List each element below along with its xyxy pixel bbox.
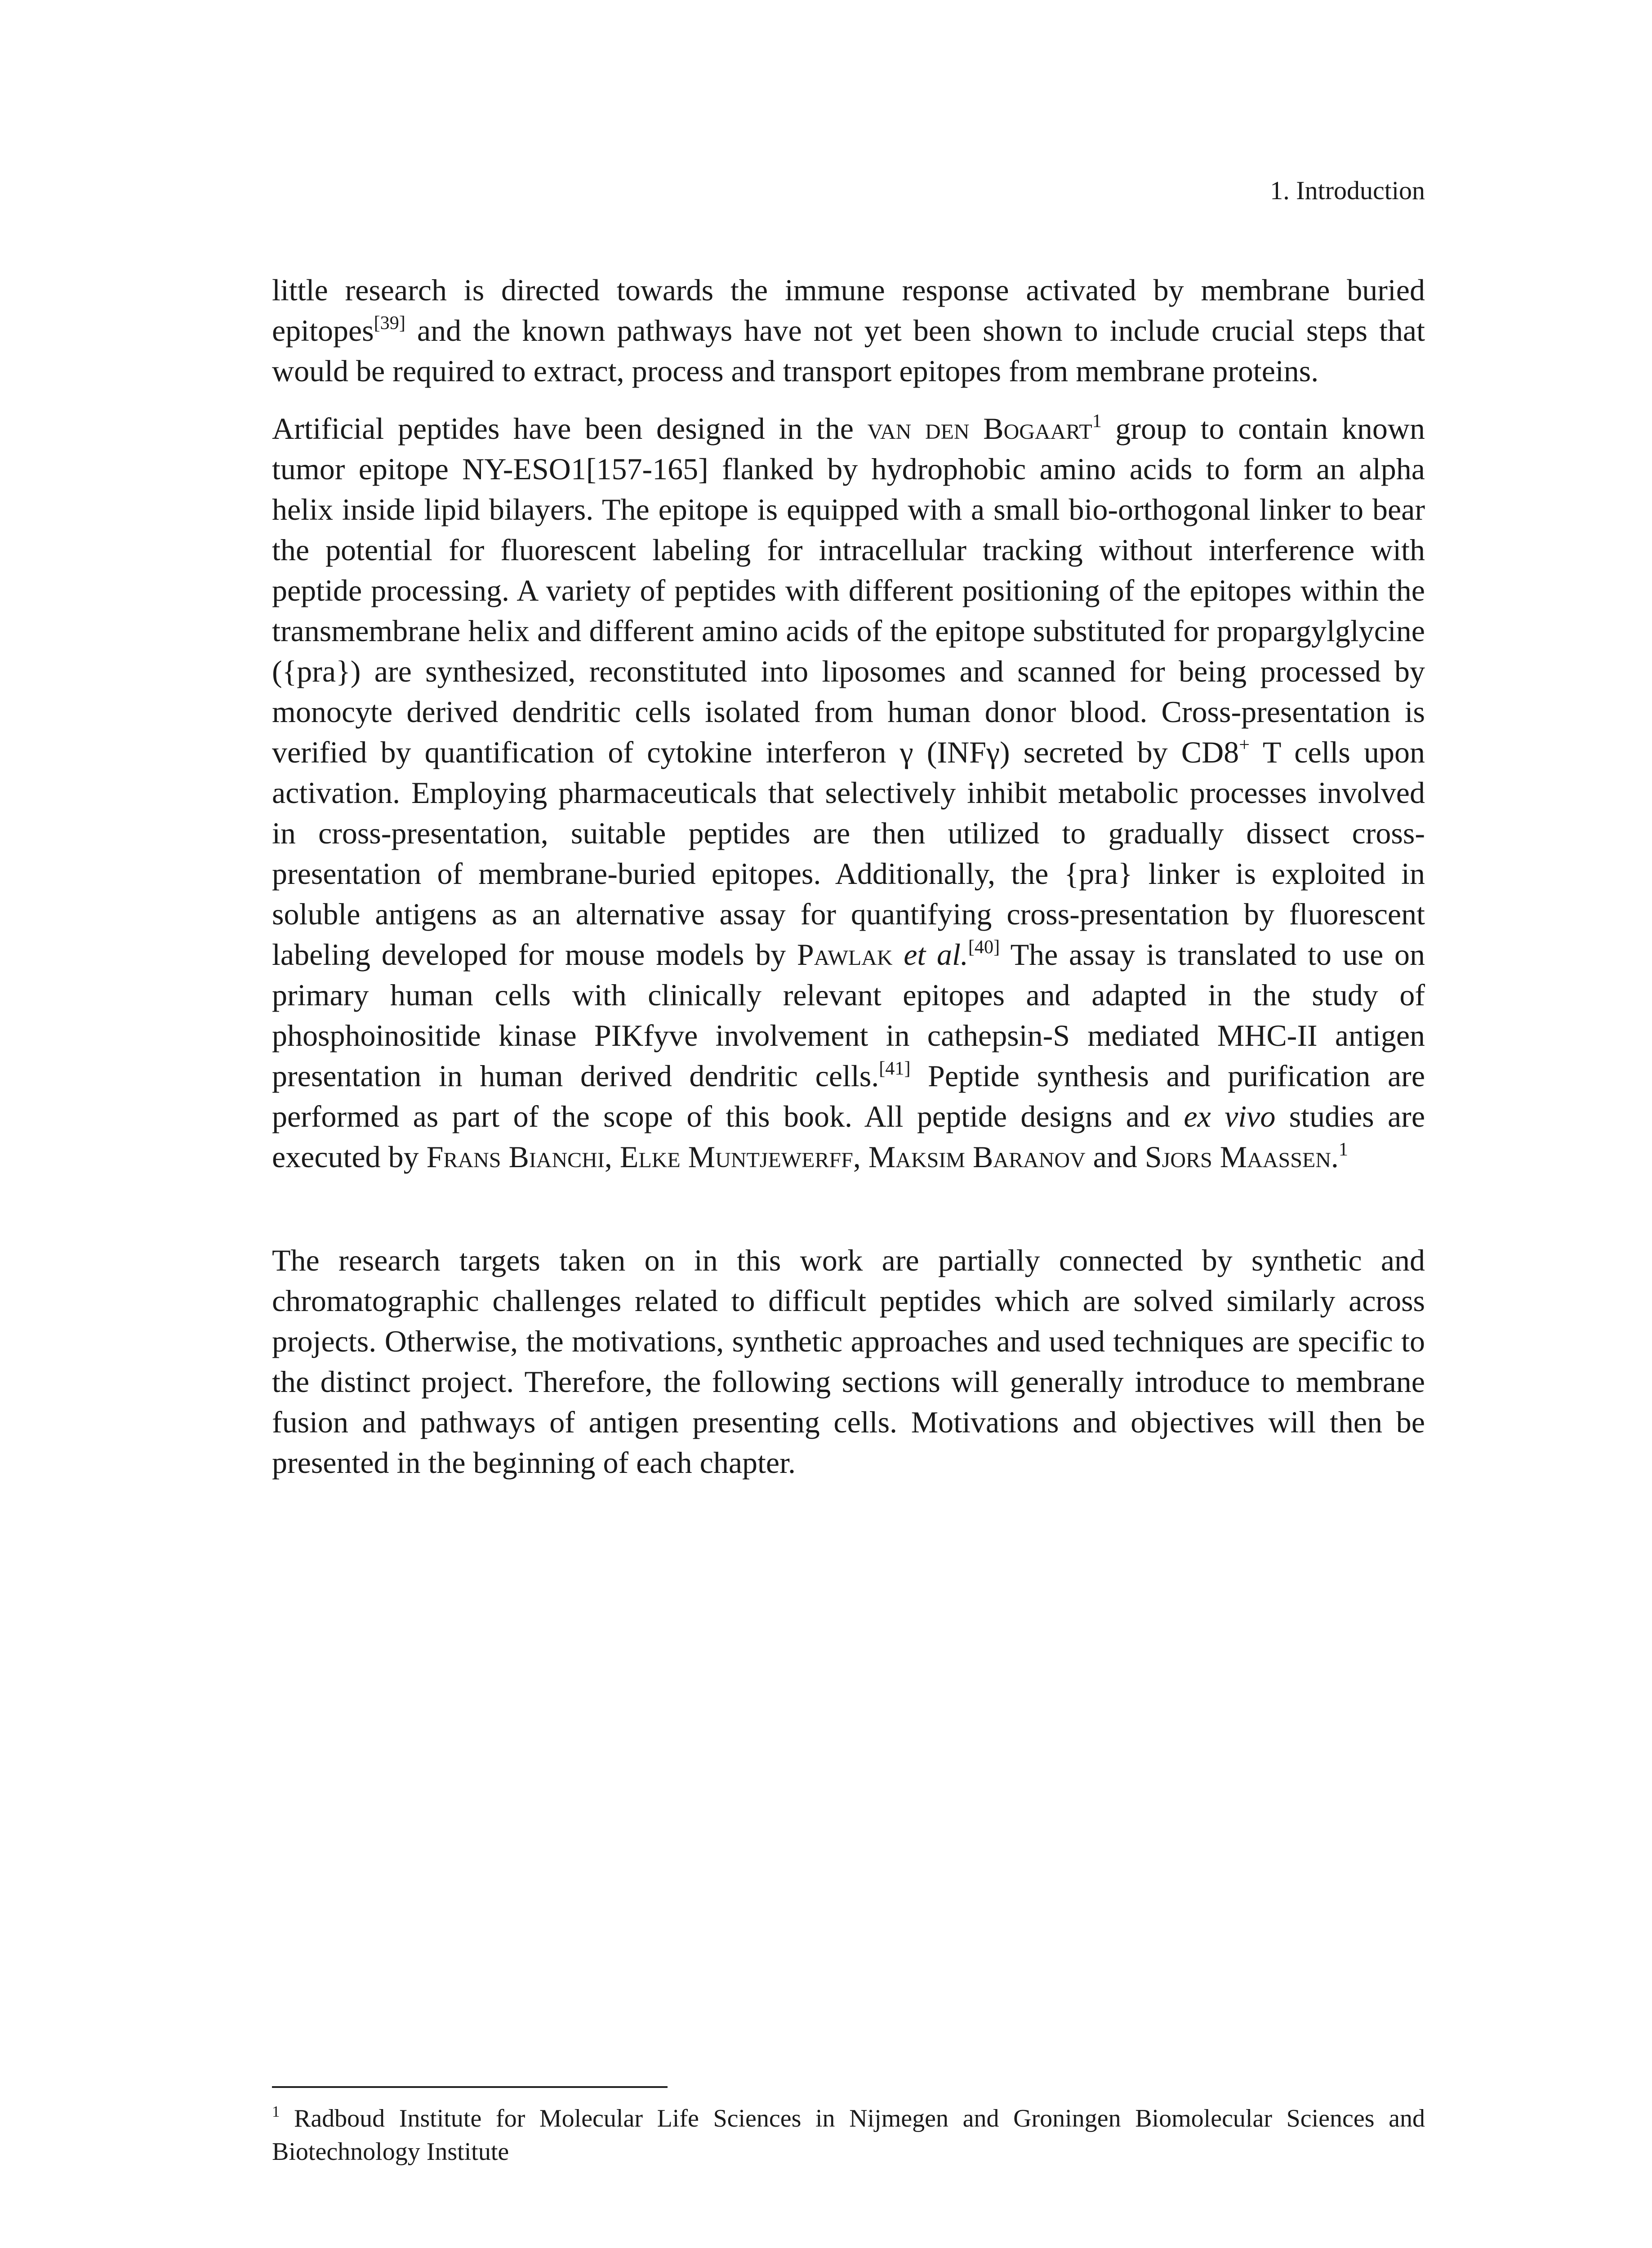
name-separator-1: ,	[604, 1140, 620, 1174]
footnote-marker-1b: 1	[1338, 1139, 1348, 1160]
cd8-superscript: +	[1239, 734, 1250, 756]
paragraph-3: The research targets taken on in this work are partially connected by synthetic and chromatographic challenges related to difficult peptides which are solved similarly across projects. Otherwise, the motivations, synthetic approaches and used techniques are specific to the distinct project. Therefore, the following sections will generally introduce to membrane fusion and pathways of antigen presenting cells. Motivations and objectives will then be presented in the beginning of each chapter.	[272, 1243, 1425, 1480]
person-name-1: Frans Bianchi	[426, 1140, 605, 1174]
footnote	[272, 2102, 1425, 2168]
paragraph-2-text-b: group to contain known tumor epitope NY-ESO1[157-165] flanked by hydrophobic amino acids to form an alpha helix inside lipid bilayers. The epitope is equipped with a small bio-orthogonal linker to bear the potential for fluorescent labeling for intracellular tracking without interference with peptide processing. A variety of peptides with different positioning of the epitopes within the transmembrane helix and different amino acids of the epitope substituted for propargylglycine ({pra}) are synthesized, reconstituted into liposomes and scanned for being processed by monocyte derived dendritic cells isolated from human donor blood. Cross-presentation is verified by quantification of cytokine interferon γ (INFγ) secreted by CD8	[272, 411, 1425, 769]
paragraph-2-text-e: Peptide synthesis and purification are performed as part of the scope of this book. All peptide designs and	[272, 1059, 1425, 1133]
ex-vivo: ex vivo	[1184, 1099, 1276, 1133]
citation-41: [41]	[879, 1058, 911, 1079]
paragraph-2	[272, 408, 1425, 1177]
paragraph-1-text-a: little research is directed towards the immune response activated by membrane buried epitopes	[272, 273, 1425, 348]
paragraph-2-text-c: T cells upon activation. Employing pharmaceuticals that selectively inhibit metabolic processes involved in cross-presentation, suitable peptides are then utilized to gradually dissect cross-presentation of membrane-buried epitopes. Additionally, the {pra} linker is exploited in soluble antigens as an alternative assay for quantifying cross-presentation by fluorescent labeling developed for mouse models by	[272, 735, 1425, 972]
person-name-3: Maksim Baranov	[868, 1140, 1086, 1174]
author-pawlak: Pawlak	[797, 937, 893, 972]
body-text	[272, 270, 1425, 1500]
paragraph-2-text-d: The assay is translated to use on primary human cells with clinically relevant epitopes and adapted in the study of phosphoinositide kinase PIKfyve involvement in cathepsin-S mediated MHC-II antigen presentation in human derived dendritic cells.	[272, 937, 1425, 1093]
footnote-text: Radboud Institute for Molecular Life Sciences in Nijmegen and Groningen Biomolecular Sciences and Biotechnology Institute	[272, 2105, 1425, 2166]
name-separator-2: ,	[853, 1140, 868, 1174]
person-name-2: Elke Muntjewerff	[619, 1140, 853, 1174]
paragraph-2-text-a: Artificial peptides have been designed in the	[272, 411, 868, 446]
et-al: et al.	[904, 937, 968, 972]
sentence-end: .	[1331, 1140, 1339, 1174]
citation-39: [39]	[374, 312, 405, 334]
running-header: 1. Introduction	[1270, 176, 1425, 205]
paragraph-1-text-b: and the known pathways have not yet been shown to include crucial steps that would be required to extract, process and transport epitopes from membrane proteins.	[272, 313, 1425, 388]
name-and: and	[1085, 1140, 1145, 1174]
footnote-marker-1: 1	[1092, 410, 1102, 432]
footnote-divider	[272, 2086, 668, 2088]
paragraph-1	[272, 270, 1425, 391]
paragraph-2-text-f: studies are executed by	[272, 1099, 1425, 1174]
group-name: van den Bogaart	[867, 411, 1092, 446]
person-name-4: Sjors Maassen	[1144, 1140, 1331, 1174]
citation-40: [40]	[968, 937, 1000, 958]
footnote-number: 1	[272, 2103, 280, 2121]
